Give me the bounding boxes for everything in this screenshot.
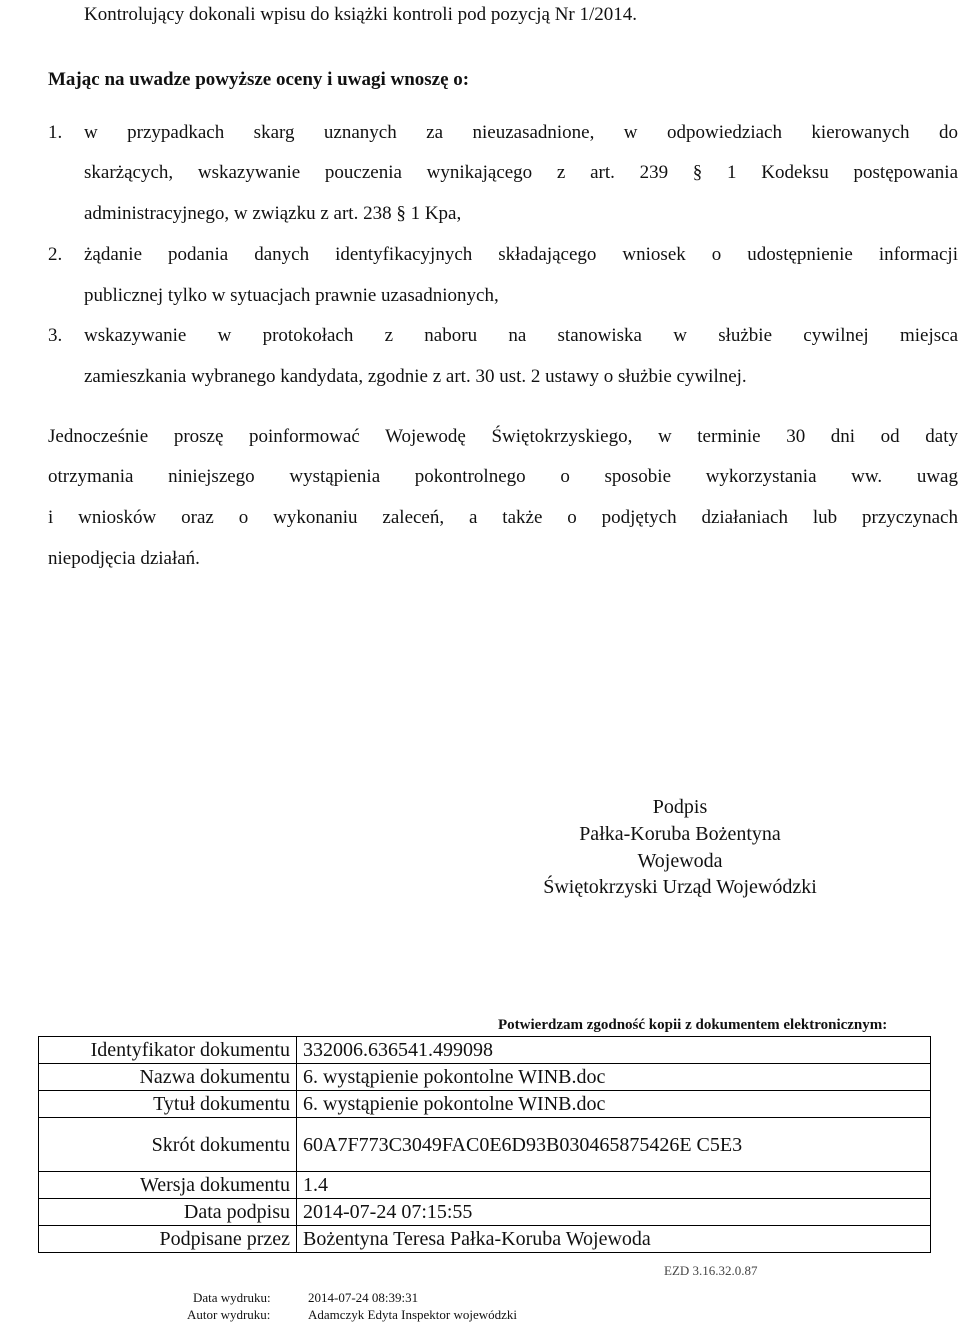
item-number: 3. <box>48 325 63 346</box>
table-row <box>39 1091 931 1118</box>
item-line: publicznej tylko w sytuacjach prawnie uzasadnionych, <box>84 285 499 306</box>
meta-label: Data podpisu <box>39 1199 297 1226</box>
table-row <box>39 1172 931 1199</box>
paragraph-line: i wniosków oraz o wykonaniu zaleceń, a także o podjętych działaniach lub przyczynach <box>48 507 958 528</box>
meta-value: 2014-07-24 07:15:55 <box>297 1199 931 1226</box>
signer-title: Wojewoda <box>637 850 723 872</box>
meta-value: 6. wystąpienie pokontolne WINB.doc <box>297 1064 931 1091</box>
confirmation-text: Potwierdzam zgodność kopii z dokumentem elektronicznym: <box>498 1017 888 1033</box>
meta-label: Wersja dokumentu <box>39 1172 297 1199</box>
meta-label: Skrót dokumentu <box>39 1118 297 1172</box>
item-line: zamieszkania wybranego kandydata, zgodnie z art. 30 ust. 2 ustawy o służbie cywilnej. <box>84 366 747 387</box>
table-row <box>39 1199 931 1226</box>
inspection-note: Kontrolujący dokonali wpisu do książki kontroli pod pozycją Nr 1/2014. <box>84 4 638 25</box>
meta-label: Nazwa dokumentu <box>39 1064 297 1091</box>
paragraph-line: otrzymania niniejszego wystąpienia pokontrolnego o sposobie wykorzystania ww. uwag <box>48 466 958 487</box>
print-date-value: 2014-07-24 08:39:31 <box>308 1290 419 1305</box>
meta-value: 332006.636541.499098 <box>297 1037 931 1064</box>
item-line: skarżących, wskazywanie pouczenia wynikającego z art. 239 § 1 Kodeksu postępowania <box>84 162 958 183</box>
meta-value: Bożentyna Teresa Pałka-Koruba Wojewoda <box>297 1226 931 1253</box>
item-number: 1. <box>48 122 63 143</box>
meta-label: Identyfikator dokumentu <box>39 1037 297 1064</box>
item-number: 2. <box>48 244 63 265</box>
item-line: żądanie podania danych identyfikacyjnych składającego wniosek o udostępnienie informacji <box>84 244 958 265</box>
item-line: administracyjnego, w związku z art. 238 § 1 Kpa, <box>84 203 462 224</box>
print-date-label: Data wydruku: <box>193 1290 271 1305</box>
section-title: Mając na uwadze powyższe oceny i uwagi wnoszę o: <box>48 69 470 90</box>
meta-label: Tytuł dokumentu <box>39 1091 297 1118</box>
meta-value: 1.4 <box>297 1172 931 1199</box>
paragraph-line: Jednocześnie proszę poinformować Wojewodę Świętokrzyskiego, w terminie 30 dni od daty <box>48 426 958 447</box>
table-row <box>39 1226 931 1253</box>
paragraph-line: niepodjęcia działań. <box>48 548 200 569</box>
document-metadata-table <box>38 1036 931 1253</box>
signature-label: Podpis <box>652 796 708 818</box>
ezd-version: EZD 3.16.32.0.87 <box>664 1263 758 1278</box>
signer-office: Świętokrzyski Urząd Wojewódzki <box>543 876 817 898</box>
table-row <box>39 1064 931 1091</box>
signer-name: Pałka-Koruba Bożentyna <box>579 823 781 845</box>
print-author-value: Adamczyk Edyta Inspektor wojewódzki <box>308 1307 518 1322</box>
meta-value: 6. wystąpienie pokontolne WINB.doc <box>297 1091 931 1118</box>
item-line: wskazywanie w protokołach z naboru na stanowiska w służbie cywilnej miejsca <box>84 325 958 346</box>
meta-label: Podpisane przez <box>39 1226 297 1253</box>
table-row <box>39 1118 931 1172</box>
item-line: w przypadkach skarg uznanych za nieuzasadnione, w odpowiedziach kierowanych do <box>84 122 958 143</box>
meta-value: 60A7F773C3049FAC0E6D93B030465875426E C5E3 <box>297 1118 931 1172</box>
table-row <box>39 1037 931 1064</box>
print-author-label: Autor wydruku: <box>187 1307 271 1322</box>
